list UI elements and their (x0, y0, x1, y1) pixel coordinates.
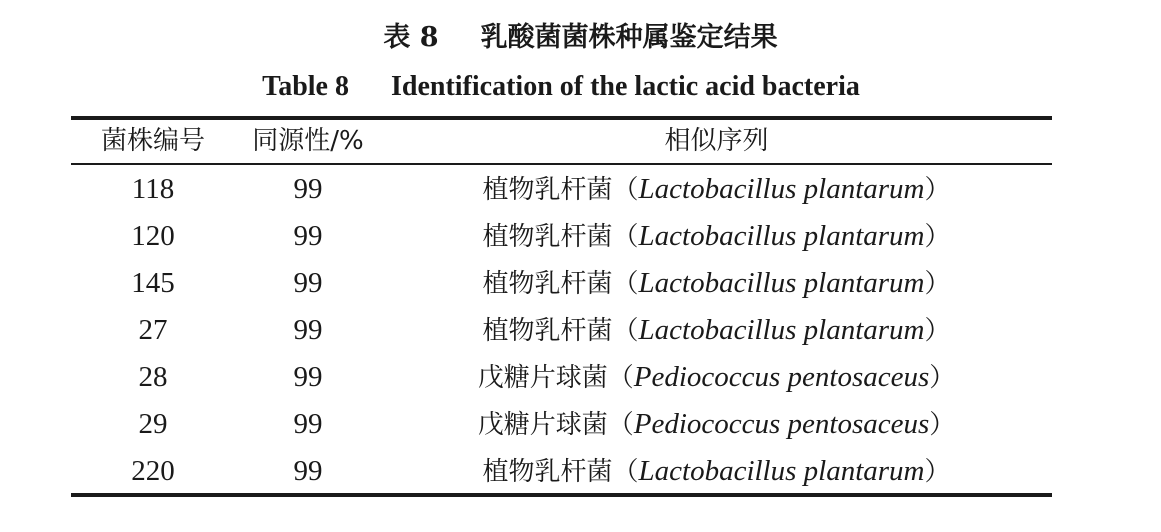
close-paren: ） (924, 175, 951, 205)
similar-sequence-cell (381, 401, 1052, 448)
scientific-species-name: Pediococcus pentosaceus (633, 361, 930, 393)
close-paren: ） (924, 269, 951, 299)
chinese-species-name: 戊糖片球菌 (477, 410, 608, 440)
similar-sequence-cell (381, 166, 1052, 213)
homology-cell: 99 (293, 314, 323, 346)
open-paren: （ (607, 363, 634, 393)
open-paren: （ (612, 269, 639, 299)
close-paren: ） (929, 363, 956, 393)
table-header-rule (71, 163, 1052, 165)
table-title-chinese: 乳酸菌菌株种属鉴定结果 (480, 22, 778, 53)
table-row (71, 354, 1052, 400)
open-paren: （ (612, 222, 639, 252)
chinese-species-name: 植物乳杆菌 (482, 222, 613, 252)
similar-sequence-cell (381, 354, 1052, 401)
homology-cell: 99 (293, 455, 323, 487)
strain-number-cell: 118 (131, 173, 175, 205)
table-header-row (71, 118, 1052, 164)
homology-cell: 99 (293, 173, 323, 205)
homology-cell: 99 (293, 267, 323, 299)
similar-sequence-cell (381, 448, 1052, 495)
scientific-species-name: Lactobacillus plantarum (638, 314, 925, 346)
strain-number-cell: 28 (138, 361, 168, 393)
close-paren: ） (924, 457, 951, 487)
table-caption-english (0, 68, 1122, 106)
close-paren: ） (924, 222, 951, 252)
chinese-species-name: 植物乳杆菌 (482, 269, 613, 299)
similar-sequence-cell (381, 307, 1052, 354)
homology-cell: 99 (293, 220, 323, 252)
table-row (71, 401, 1052, 447)
strain-number-cell: 27 (138, 314, 168, 346)
table-number-chinese: 表 8 (383, 22, 439, 53)
strain-number-cell: 220 (131, 455, 175, 487)
chinese-species-name: 植物乳杆菌 (482, 175, 613, 205)
scientific-species-name: Lactobacillus plantarum (638, 173, 925, 205)
close-paren: ） (924, 316, 951, 346)
header-homology: 同源性/% (252, 126, 364, 156)
chinese-species-name: 戊糖片球菌 (477, 363, 608, 393)
table-row (71, 166, 1052, 212)
scientific-species-name: Lactobacillus plantarum (638, 267, 925, 299)
similar-sequence-cell (381, 260, 1052, 307)
open-paren: （ (612, 316, 639, 346)
table-row (71, 307, 1052, 353)
homology-cell: 99 (293, 408, 323, 440)
open-paren: （ (612, 457, 639, 487)
table-row (71, 260, 1052, 306)
chinese-species-name: 植物乳杆菌 (482, 316, 613, 346)
strain-number-cell: 29 (138, 408, 168, 440)
scientific-species-name: Lactobacillus plantarum (638, 220, 925, 252)
scientific-species-name: Lactobacillus plantarum (638, 455, 925, 487)
close-paren: ） (929, 410, 956, 440)
table-title-english: Identification of the lactic acid bacteria (390, 71, 860, 102)
table-row (71, 213, 1052, 259)
scientific-species-name: Pediococcus pentosaceus (633, 408, 930, 440)
strain-number-cell: 145 (131, 267, 175, 299)
table-number-english: Table 8 (262, 71, 349, 102)
strain-number-cell: 120 (131, 220, 175, 252)
similar-sequence-cell (381, 213, 1052, 260)
header-similar-sequence: 相似序列 (664, 126, 769, 156)
table-caption-chinese (0, 18, 1161, 58)
table-row (71, 448, 1052, 494)
chinese-species-name: 植物乳杆菌 (482, 457, 613, 487)
homology-cell: 99 (293, 361, 323, 393)
header-strain-number: 菌株编号 (100, 126, 205, 156)
table-bottom-rule (71, 493, 1052, 497)
open-paren: （ (607, 410, 634, 440)
open-paren: （ (612, 175, 639, 205)
